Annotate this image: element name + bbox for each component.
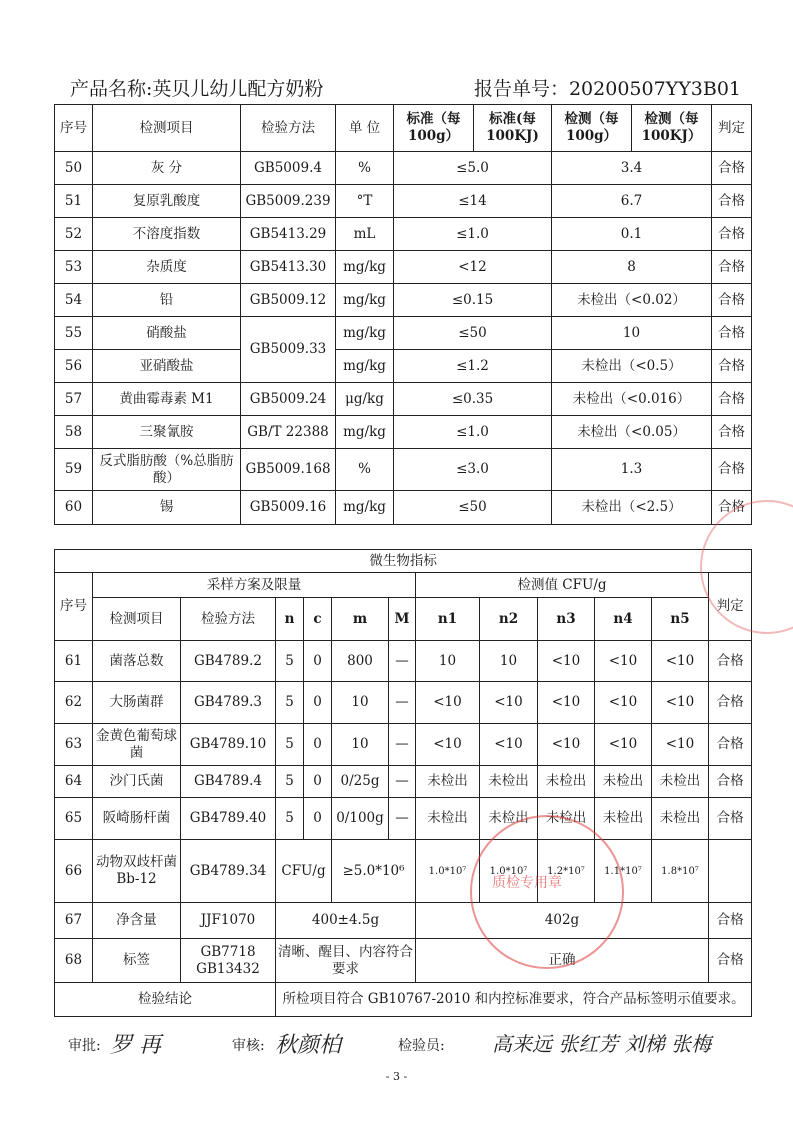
header-cell: 序号: [55, 105, 93, 152]
row-n1: 未检出: [416, 766, 480, 798]
row-result: [709, 840, 752, 903]
row-m: 10: [332, 724, 389, 766]
row-n: 5: [276, 641, 304, 682]
row-M: —: [389, 724, 416, 766]
review-signature: 秋颜柏: [275, 1033, 342, 1058]
header-cell: 检测（每100KJ）: [632, 105, 712, 152]
row-item: 锡: [93, 491, 241, 525]
row-method: GB4789.2: [181, 641, 276, 682]
row-standard: ≤0.35: [394, 383, 552, 416]
row-n2: 10: [480, 641, 538, 682]
row-no: 65: [55, 798, 93, 840]
product-name: 产品名称:英贝儿幼儿配方奶粉: [70, 78, 324, 100]
row-item: 标签: [93, 939, 181, 983]
row-value: 1.3: [552, 449, 712, 491]
row-n3: 未检出: [538, 798, 595, 840]
row-n1: 1.0*10⁷: [416, 840, 480, 903]
header-cell: n1: [416, 598, 480, 641]
row-n: 5: [276, 724, 304, 766]
row-n2: 未检出: [480, 798, 538, 840]
row-no: 61: [55, 641, 93, 682]
row-result: 合格: [709, 798, 752, 840]
row-no: 68: [55, 939, 93, 983]
row-n4: <10: [595, 641, 652, 682]
row-no: 50: [55, 152, 93, 185]
row-result: 合格: [712, 416, 752, 449]
row-value: 8: [552, 251, 712, 284]
row-no: 56: [55, 350, 93, 383]
header-cell: n5: [652, 598, 709, 641]
header-cell: n2: [480, 598, 538, 641]
row-value: 未检出（<0.016）: [552, 383, 712, 416]
row-n2: 1.0*10⁷: [480, 840, 538, 903]
row-n2: <10: [480, 724, 538, 766]
header-cell: M: [389, 598, 416, 641]
row-result: 合格: [709, 939, 752, 983]
row-item: 净含量: [93, 903, 181, 939]
row-item: 沙门氏菌: [93, 766, 181, 798]
row-standard: ≤5.0: [394, 152, 552, 185]
header-cell: m: [332, 598, 389, 641]
row-n4: <10: [595, 682, 652, 724]
row-item: 动物双歧杆菌 Bb-12: [93, 840, 181, 903]
row-item: 亚硝酸盐: [93, 350, 241, 383]
table-row: [55, 724, 752, 766]
row-item: 三聚氰胺: [93, 416, 241, 449]
row-no: 53: [55, 251, 93, 284]
row-n: 5: [276, 766, 304, 798]
row-no: 51: [55, 185, 93, 218]
header-cell: 检验方法: [241, 105, 336, 152]
row-c: 0: [304, 641, 332, 682]
inspector-signatures: 高来远 张红芳 刘梯 张梅: [492, 1032, 712, 1056]
header-cell: c: [304, 598, 332, 641]
row-M: —: [389, 798, 416, 840]
row-method: GB/T 22388: [241, 416, 336, 449]
row-standard: ≤50: [394, 491, 552, 525]
header-cell: n3: [538, 598, 595, 641]
row-n2: <10: [480, 682, 538, 724]
row-item: 铅: [93, 284, 241, 317]
row-value: 10: [552, 317, 712, 350]
header-cell: 检测项目: [93, 105, 241, 152]
row-standard: 400±4.5g: [276, 903, 416, 939]
row-result: 合格: [712, 383, 752, 416]
table-row: [55, 218, 752, 251]
row-standard: ≤0.15: [394, 284, 552, 317]
row-item: 杂质度: [93, 251, 241, 284]
header-cell: 标准(每100KJ): [474, 105, 552, 152]
row-unit: mL: [336, 218, 394, 251]
row-unit: μg/kg: [336, 383, 394, 416]
row-no: 67: [55, 903, 93, 939]
table-row: [55, 798, 752, 840]
row-no: 58: [55, 416, 93, 449]
row-method: GB5009.33: [241, 317, 336, 383]
row-result: 合格: [712, 251, 752, 284]
row-standard: ≥5.0*10⁶: [332, 840, 416, 903]
row-result: 合格: [712, 218, 752, 251]
row-item: 不溶度指数: [93, 218, 241, 251]
table-header-row: [55, 105, 752, 152]
row-no: 55: [55, 317, 93, 350]
row-value: 未检出（<0.5）: [552, 350, 712, 383]
row-value: 正确: [416, 939, 709, 983]
row-m: 0/25g: [332, 766, 389, 798]
row-standard: ≤3.0: [394, 449, 552, 491]
row-n1: <10: [416, 724, 480, 766]
row-item: 硝酸盐: [93, 317, 241, 350]
header-cell: n: [276, 598, 304, 641]
page-number: - 3 -: [385, 1070, 408, 1083]
row-n5: 未检出: [652, 766, 709, 798]
row-method: GB5009.12: [241, 284, 336, 317]
table-row: [55, 185, 752, 218]
header-cell: 单 位: [336, 105, 394, 152]
row-standard: ≤1.2: [394, 350, 552, 383]
microbiology-table: [54, 549, 752, 1017]
table-row: [55, 251, 752, 284]
conclusion-row: [55, 983, 752, 1017]
row-c: 0: [304, 766, 332, 798]
row-n2: 未检出: [480, 766, 538, 798]
row-c: 0: [304, 682, 332, 724]
header-cell: 检验方法: [181, 598, 276, 641]
row-result: 合格: [709, 766, 752, 798]
header-cell: 检测（每100g）: [552, 105, 632, 152]
row-item: 黄曲霉毒素 M1: [93, 383, 241, 416]
row-result: 合格: [709, 682, 752, 724]
approve-signature: 罗 再: [110, 1033, 161, 1058]
row-item: 金黄色葡萄球菌: [93, 724, 181, 766]
row-method: GB4789.34: [181, 840, 276, 903]
row-M: —: [389, 682, 416, 724]
row-method: GB5009.24: [241, 383, 336, 416]
row-n5: <10: [652, 724, 709, 766]
row-n4: 未检出: [595, 766, 652, 798]
row-item: 菌落总数: [93, 641, 181, 682]
table-row: [55, 766, 752, 798]
row-n1: 未检出: [416, 798, 480, 840]
table-row: [55, 350, 752, 383]
header-cell: 序号: [55, 573, 93, 641]
row-standard: 清晰、醒目、内容符合要求: [276, 939, 416, 983]
row-unit: mg/kg: [336, 416, 394, 449]
row-method: GB5413.29: [241, 218, 336, 251]
row-unit: %: [336, 152, 394, 185]
row-value: 未检出（<0.05）: [552, 416, 712, 449]
row-standard: <12: [394, 251, 552, 284]
header-cell: 检测项目: [93, 598, 181, 641]
row-result: 合格: [712, 152, 752, 185]
physchem-table: [54, 104, 752, 525]
row-value: 3.4: [552, 152, 712, 185]
row-item: 大肠菌群: [93, 682, 181, 724]
table-row: [55, 383, 752, 416]
row-method: GB5009.4: [241, 152, 336, 185]
row-M: —: [389, 641, 416, 682]
header-cell: n4: [595, 598, 652, 641]
row-c: 0: [304, 724, 332, 766]
row-n4: 未检出: [595, 798, 652, 840]
row-standard: ≤14: [394, 185, 552, 218]
row-n4: 1.1*10⁷: [595, 840, 652, 903]
row-no: 63: [55, 724, 93, 766]
row-m: 0/100g: [332, 798, 389, 840]
row-result: 合格: [712, 284, 752, 317]
row-m: 10: [332, 682, 389, 724]
row-M: —: [389, 766, 416, 798]
row-standard: ≤50: [394, 317, 552, 350]
row-method: GB4789.3: [181, 682, 276, 724]
sampling-header: 采样方案及限量: [93, 573, 416, 598]
row-result: 合格: [712, 350, 752, 383]
inspector-label: 检验员:: [398, 1038, 445, 1054]
table-row: [55, 284, 752, 317]
approve-label: 审批:: [68, 1038, 101, 1054]
row-n: 5: [276, 798, 304, 840]
row-value: 未检出（<0.02）: [552, 284, 712, 317]
table-row: [55, 641, 752, 682]
row-m: 800: [332, 641, 389, 682]
row-n5: <10: [652, 641, 709, 682]
header-cell: 判定: [709, 573, 752, 641]
review-label: 审核:: [232, 1038, 265, 1054]
row-no: 60: [55, 491, 93, 525]
row-result: 合格: [712, 185, 752, 218]
cfu-header: 检测值 CFU/g: [416, 573, 709, 598]
row-unit: mg/kg: [336, 350, 394, 383]
row-method: GB5009.168: [241, 449, 336, 491]
row-result: 合格: [709, 903, 752, 939]
row-value: 0.1: [552, 218, 712, 251]
row-unit: CFU/g: [276, 840, 332, 903]
row-no: 64: [55, 766, 93, 798]
row-n1: 10: [416, 641, 480, 682]
row-method: GB4789.40: [181, 798, 276, 840]
conclusion-text: 所检项目符合 GB10767-2010 和内控标准要求，符合产品标签明示值要求。: [276, 983, 752, 1017]
row-method: GB4789.4: [181, 766, 276, 798]
row-item: 复原乳酸度: [93, 185, 241, 218]
row-unit: mg/kg: [336, 284, 394, 317]
row-method: JJF1070: [181, 903, 276, 939]
row-result: 合格: [709, 724, 752, 766]
conclusion-label: 检验结论: [55, 983, 276, 1017]
row-n5: <10: [652, 682, 709, 724]
row-no: 52: [55, 218, 93, 251]
row-n3: <10: [538, 724, 595, 766]
row-item: 阪崎肠杆菌: [93, 798, 181, 840]
row-n5: 1.8*10⁷: [652, 840, 709, 903]
header-cell: 标准（每100g）: [394, 105, 474, 152]
row-no: 66: [55, 840, 93, 903]
report-number: 报告单号：20200507YY3B01: [473, 78, 741, 100]
table-row: [55, 449, 752, 491]
table-row: [55, 840, 752, 903]
row-result: 合格: [712, 491, 752, 525]
row-value: 未检出（<2.5）: [552, 491, 712, 525]
table-row: [55, 416, 752, 449]
row-value: 402g: [416, 903, 709, 939]
row-method: GB5413.30: [241, 251, 336, 284]
row-no: 59: [55, 449, 93, 491]
table-row: [55, 682, 752, 724]
row-result: 合格: [712, 449, 752, 491]
table-row: [55, 491, 752, 525]
row-value: 6.7: [552, 185, 712, 218]
stamp-text: 质检专用章: [492, 875, 562, 891]
row-method: GB5009.239: [241, 185, 336, 218]
row-c: 0: [304, 798, 332, 840]
row-unit: mg/kg: [336, 317, 394, 350]
table-row: [55, 317, 752, 350]
row-method: GB5009.16: [241, 491, 336, 525]
section-title: 微生物指标: [55, 550, 752, 573]
row-item: 反式脂肪酸（%总脂肪酸）: [93, 449, 241, 491]
row-standard: ≤1.0: [394, 218, 552, 251]
header-cell: 判定: [712, 105, 752, 152]
row-method: GB4789.10: [181, 724, 276, 766]
row-unit: %: [336, 449, 394, 491]
row-n4: <10: [595, 724, 652, 766]
table-row: [55, 152, 752, 185]
row-no: 57: [55, 383, 93, 416]
row-n3: <10: [538, 641, 595, 682]
row-result: 合格: [712, 317, 752, 350]
row-unit: °T: [336, 185, 394, 218]
row-unit: mg/kg: [336, 251, 394, 284]
row-n5: 未检出: [652, 798, 709, 840]
table-row: [55, 939, 752, 983]
row-unit: mg/kg: [336, 491, 394, 525]
row-item: 灰 分: [93, 152, 241, 185]
row-n3: <10: [538, 682, 595, 724]
row-no: 62: [55, 682, 93, 724]
row-n: 5: [276, 682, 304, 724]
table-row: [55, 903, 752, 939]
row-standard: ≤1.0: [394, 416, 552, 449]
row-n3: 未检出: [538, 766, 595, 798]
row-n3: 1.2*10⁷: [538, 840, 595, 903]
row-method: GB7718 GB13432: [181, 939, 276, 983]
row-no: 54: [55, 284, 93, 317]
row-n1: <10: [416, 682, 480, 724]
row-result: 合格: [709, 641, 752, 682]
